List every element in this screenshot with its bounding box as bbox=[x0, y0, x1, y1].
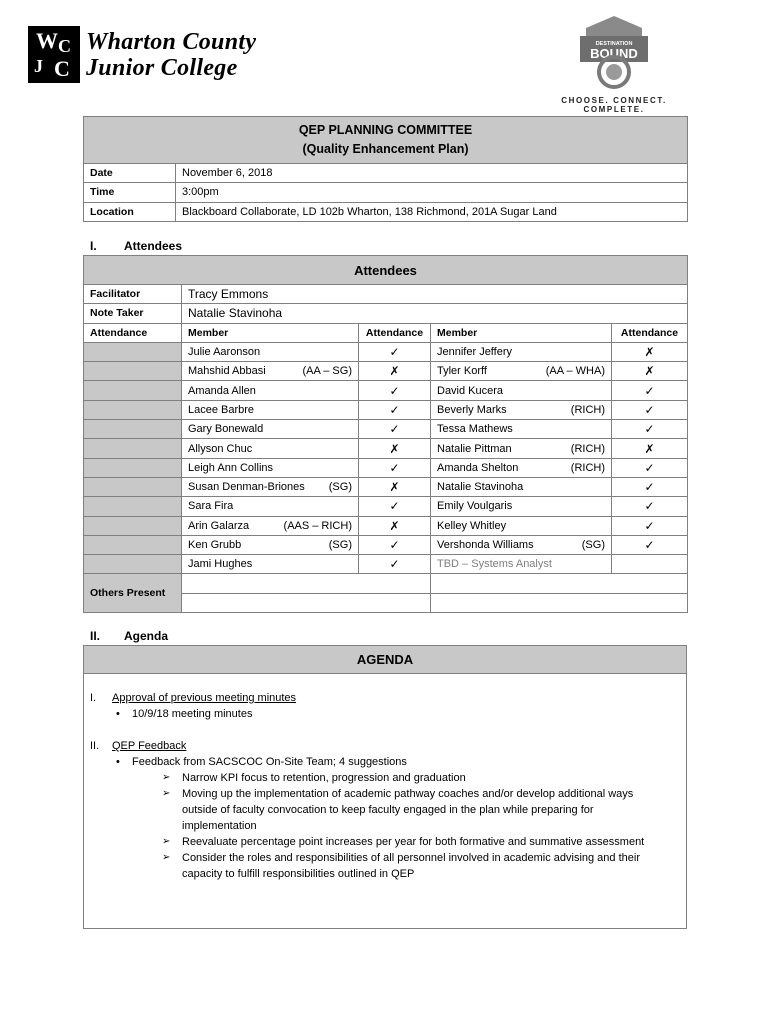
member-name: Lacee Barbre bbox=[188, 403, 255, 416]
attendance-mark-icon: ✓ bbox=[612, 420, 688, 439]
meeting-title-cell bbox=[84, 117, 688, 164]
attendance-spacer-cell bbox=[84, 420, 182, 439]
member-name: Tessa Mathews bbox=[437, 423, 513, 436]
note-taker-name: Natalie Stavinoha bbox=[182, 304, 688, 323]
meeting-title: QEP PLANNING COMMITTEE bbox=[298, 123, 473, 137]
agenda-item-number: II. bbox=[90, 740, 100, 752]
member-campus-tag: (AAS – RICH) bbox=[283, 519, 352, 532]
member-name: TBD – Systems Analyst bbox=[437, 558, 552, 571]
facilitator-label: Facilitator bbox=[84, 285, 182, 304]
member-campus-tag: (SG) bbox=[328, 539, 352, 551]
member-cell-left bbox=[182, 555, 359, 574]
attendee-row bbox=[84, 516, 688, 535]
attendance-mark-icon: ✗ bbox=[612, 342, 688, 361]
member-name: Emily Voulgaris bbox=[437, 500, 513, 513]
agenda-item-number: I. bbox=[90, 692, 97, 704]
member-cell-left bbox=[182, 516, 359, 535]
arrow-bullet-icon: ➢ bbox=[162, 836, 171, 847]
member-cell-left bbox=[182, 420, 359, 439]
member-name: Leigh Ann Collins bbox=[188, 461, 274, 474]
attendance-col-header-left: Attendance bbox=[359, 323, 431, 342]
member-cell-right bbox=[431, 400, 612, 419]
attendee-row bbox=[84, 362, 688, 381]
attendance-mark-icon: ✓ bbox=[612, 477, 688, 496]
member-name: David Kucera bbox=[437, 384, 504, 397]
member-cell-left bbox=[182, 458, 359, 477]
attendance-mark-icon: ✓ bbox=[359, 555, 431, 574]
others-present-cell bbox=[431, 593, 688, 612]
member-name: Amanda Allen bbox=[188, 384, 256, 397]
member-cell-left bbox=[182, 381, 359, 400]
attendance-mark-icon: ✗ bbox=[359, 362, 431, 381]
agenda-item-title: Approval of previous meeting minutes bbox=[112, 692, 297, 704]
wcjc-monogram bbox=[28, 26, 80, 83]
attendance-spacer-cell bbox=[84, 535, 182, 554]
attendee-row bbox=[84, 381, 688, 400]
attendance-spacer-cell bbox=[84, 381, 182, 400]
member-campus-tag: (SG) bbox=[328, 481, 352, 494]
logo-letter-j: J bbox=[34, 56, 43, 76]
attendance-spacer-cell bbox=[84, 458, 182, 477]
arrow-bullet-icon: ➢ bbox=[162, 772, 171, 783]
member-cell-right bbox=[431, 497, 612, 516]
attendees-heading: Attendees bbox=[84, 256, 688, 285]
attendance-label: Attendance bbox=[84, 323, 182, 342]
member-name: Beverly Marks bbox=[437, 403, 507, 416]
attendance-mark-icon: ✓ bbox=[612, 535, 688, 554]
member-name: Mahshid Abbasi bbox=[188, 365, 266, 378]
member-name: Jennifer Jeffery bbox=[437, 346, 513, 359]
member-cell-right bbox=[431, 420, 612, 439]
attendee-row bbox=[84, 535, 688, 554]
attendance-mark-icon: ✗ bbox=[612, 439, 688, 458]
attendance-mark-icon: ✓ bbox=[612, 400, 688, 419]
logo-letter-c1: C bbox=[58, 36, 71, 56]
college-name-line1: Wharton County bbox=[86, 28, 257, 55]
attendance-mark-icon: ✓ bbox=[359, 342, 431, 361]
attendee-row bbox=[84, 400, 688, 419]
college-name-line2: Junior College bbox=[86, 54, 238, 81]
member-col-header-right: Member bbox=[431, 323, 612, 342]
member-cell-right bbox=[431, 342, 612, 361]
agenda-sub-item bbox=[162, 834, 686, 850]
note-taker-label: Note Taker bbox=[84, 304, 182, 323]
member-cell-left bbox=[182, 497, 359, 516]
agenda-bullet bbox=[116, 754, 686, 770]
attendance-spacer-cell bbox=[84, 439, 182, 458]
member-cell-left bbox=[182, 477, 359, 496]
meeting-info-table bbox=[83, 116, 688, 222]
arrow-bullet-icon: ➢ bbox=[162, 788, 171, 799]
bullet-icon: • bbox=[116, 756, 120, 768]
agenda-sub-text: Narrow KPI focus to retention, progression and graduation bbox=[182, 772, 466, 784]
agenda-heading: AGENDA bbox=[84, 646, 686, 674]
agenda-section-heading bbox=[90, 629, 168, 643]
attendance-spacer-cell bbox=[84, 342, 182, 361]
attendance-mark-icon: ✗ bbox=[359, 439, 431, 458]
badge-top-text: DESTINATION bbox=[595, 41, 633, 47]
agenda-bullet-text: 10/9/18 meeting minutes bbox=[132, 708, 253, 720]
member-cell-left bbox=[182, 439, 359, 458]
attendance-mark-icon: ✓ bbox=[359, 420, 431, 439]
member-name: Julie Aaronson bbox=[188, 346, 261, 359]
member-cell-right bbox=[431, 516, 612, 535]
member-col-header-left: Member bbox=[182, 323, 359, 342]
agenda-bullet-text: Feedback from SACSCOC On-Site Team; 4 suggestions bbox=[132, 756, 407, 768]
agenda-item-title: QEP Feedback bbox=[112, 740, 187, 752]
attendance-mark-icon: ✓ bbox=[612, 497, 688, 516]
college-name bbox=[86, 29, 256, 81]
attendance-mark-icon: ✓ bbox=[359, 458, 431, 477]
time-value: 3:00pm bbox=[176, 183, 688, 202]
attendees-section-title: Attendees bbox=[124, 239, 183, 253]
attendance-mark-icon: ✓ bbox=[359, 400, 431, 419]
attendance-spacer-cell bbox=[84, 497, 182, 516]
agenda-body bbox=[84, 674, 686, 882]
attendee-row bbox=[84, 342, 688, 361]
attendance-mark-icon: ✗ bbox=[359, 516, 431, 535]
member-campus-tag: (SG) bbox=[581, 539, 605, 551]
member-campus-tag: (AA – WHA) bbox=[545, 365, 605, 378]
member-cell-right bbox=[431, 477, 612, 496]
attendance-mark-icon: ✓ bbox=[359, 497, 431, 516]
date-label: Date bbox=[84, 164, 176, 183]
agenda-sub-text: Reevaluate percentage point increases per year for both formative and summative assessment bbox=[182, 836, 645, 848]
tagline: CHOOSE. CONNECT. COMPLETE. bbox=[561, 96, 667, 114]
member-cell-left bbox=[182, 400, 359, 419]
attendee-row bbox=[84, 420, 688, 439]
destination-bound-logo bbox=[538, 14, 690, 114]
member-name: Natalie Pittman bbox=[437, 442, 512, 455]
member-name: Vershonda Williams bbox=[437, 539, 534, 551]
member-name: Tyler Korff bbox=[437, 365, 487, 378]
member-name: Kelley Whitley bbox=[437, 519, 507, 532]
member-name: Allyson Chuc bbox=[188, 442, 253, 455]
member-name: Jami Hughes bbox=[188, 558, 253, 571]
attendance-mark-icon bbox=[612, 555, 688, 574]
location-label: Location bbox=[84, 202, 176, 221]
agenda-item-1 bbox=[90, 690, 686, 706]
attendance-mark-icon: ✗ bbox=[612, 362, 688, 381]
member-name: Natalie Stavinoha bbox=[437, 481, 524, 494]
member-name: Gary Bonewald bbox=[188, 423, 264, 436]
attendance-spacer-cell bbox=[84, 362, 182, 381]
member-cell-left bbox=[182, 535, 359, 554]
member-cell-left bbox=[182, 362, 359, 381]
agenda-section-title: Agenda bbox=[124, 629, 169, 643]
member-cell-right bbox=[431, 535, 612, 554]
agenda-sub-item bbox=[162, 850, 686, 882]
bullet-icon: • bbox=[116, 708, 120, 720]
attendees-table bbox=[83, 255, 688, 613]
facilitator-name: Tracy Emmons bbox=[182, 285, 688, 304]
attendance-spacer-cell bbox=[84, 400, 182, 419]
destination-badge bbox=[572, 14, 656, 90]
member-name: Arin Galarza bbox=[188, 519, 250, 532]
agenda-sub-text: Moving up the implementation of academic pathway coaches and/or develop additional ways outside of faculty convocation to keep faculty engaged in the plan while preparing for implementation bbox=[182, 788, 634, 832]
member-campus-tag: (RICH) bbox=[570, 442, 605, 455]
agenda-sub-text: Consider the roles and responsibilities of all personnel involved in academic advising and their capacity to fulfill responsibilities outlined in QEP bbox=[182, 852, 640, 880]
arrow-bullet-icon: ➢ bbox=[162, 852, 171, 863]
member-cell-right bbox=[431, 381, 612, 400]
agenda-box bbox=[83, 645, 687, 929]
attendee-row bbox=[84, 555, 688, 574]
location-value: Blackboard Collaborate, LD 102b Wharton, 138 Richmond, 201A Sugar Land bbox=[176, 202, 688, 221]
date-value: November 6, 2018 bbox=[176, 164, 688, 183]
logo-letter-w: W bbox=[36, 28, 58, 53]
meeting-subtitle: (Quality Enhancement Plan) bbox=[302, 142, 469, 156]
member-campus-tag: (AA – SG) bbox=[302, 365, 352, 378]
attendee-row bbox=[84, 458, 688, 477]
member-cell-left bbox=[182, 342, 359, 361]
attendance-mark-icon: ✓ bbox=[612, 381, 688, 400]
attendee-row bbox=[84, 497, 688, 516]
attendance-mark-icon: ✓ bbox=[359, 381, 431, 400]
others-present-cell bbox=[182, 574, 431, 593]
member-cell-right bbox=[431, 439, 612, 458]
badge-main-text: BOUND bbox=[590, 46, 638, 61]
logo-letter-c2: C bbox=[54, 56, 70, 81]
member-name: Susan Denman-Briones bbox=[188, 481, 305, 494]
attendance-spacer-cell bbox=[84, 477, 182, 496]
member-cell-right bbox=[431, 362, 612, 381]
member-cell-right bbox=[431, 458, 612, 477]
agenda-item-2 bbox=[90, 738, 686, 754]
member-name: Amanda Shelton bbox=[437, 461, 519, 474]
attendance-col-header-right: Attendance bbox=[612, 323, 688, 342]
agenda-bullet bbox=[116, 706, 686, 722]
attendees-section-number: I. bbox=[90, 239, 97, 253]
others-present-cell bbox=[431, 574, 688, 593]
attendee-row bbox=[84, 477, 688, 496]
attendance-spacer-cell bbox=[84, 516, 182, 535]
attendance-mark-icon: ✗ bbox=[359, 477, 431, 496]
member-name: Sara Fira bbox=[188, 500, 234, 513]
attendance-mark-icon: ✓ bbox=[612, 458, 688, 477]
attendance-mark-icon: ✓ bbox=[359, 535, 431, 554]
college-logo bbox=[28, 26, 256, 83]
agenda-sub-item bbox=[162, 786, 686, 834]
others-present-cell bbox=[182, 593, 431, 612]
agenda-sub-item bbox=[162, 770, 686, 786]
agenda-section-number: II. bbox=[90, 629, 101, 643]
member-cell-right bbox=[431, 555, 612, 574]
member-campus-tag: (RICH) bbox=[570, 461, 605, 474]
attendee-row bbox=[84, 439, 688, 458]
attendees-section-heading bbox=[90, 239, 182, 253]
attendance-spacer-cell bbox=[84, 555, 182, 574]
member-name: Ken Grubb bbox=[188, 539, 242, 551]
others-present-label: Others Present bbox=[84, 574, 182, 613]
member-campus-tag: (RICH) bbox=[570, 403, 605, 416]
attendance-mark-icon: ✓ bbox=[612, 516, 688, 535]
time-label: Time bbox=[84, 183, 176, 202]
